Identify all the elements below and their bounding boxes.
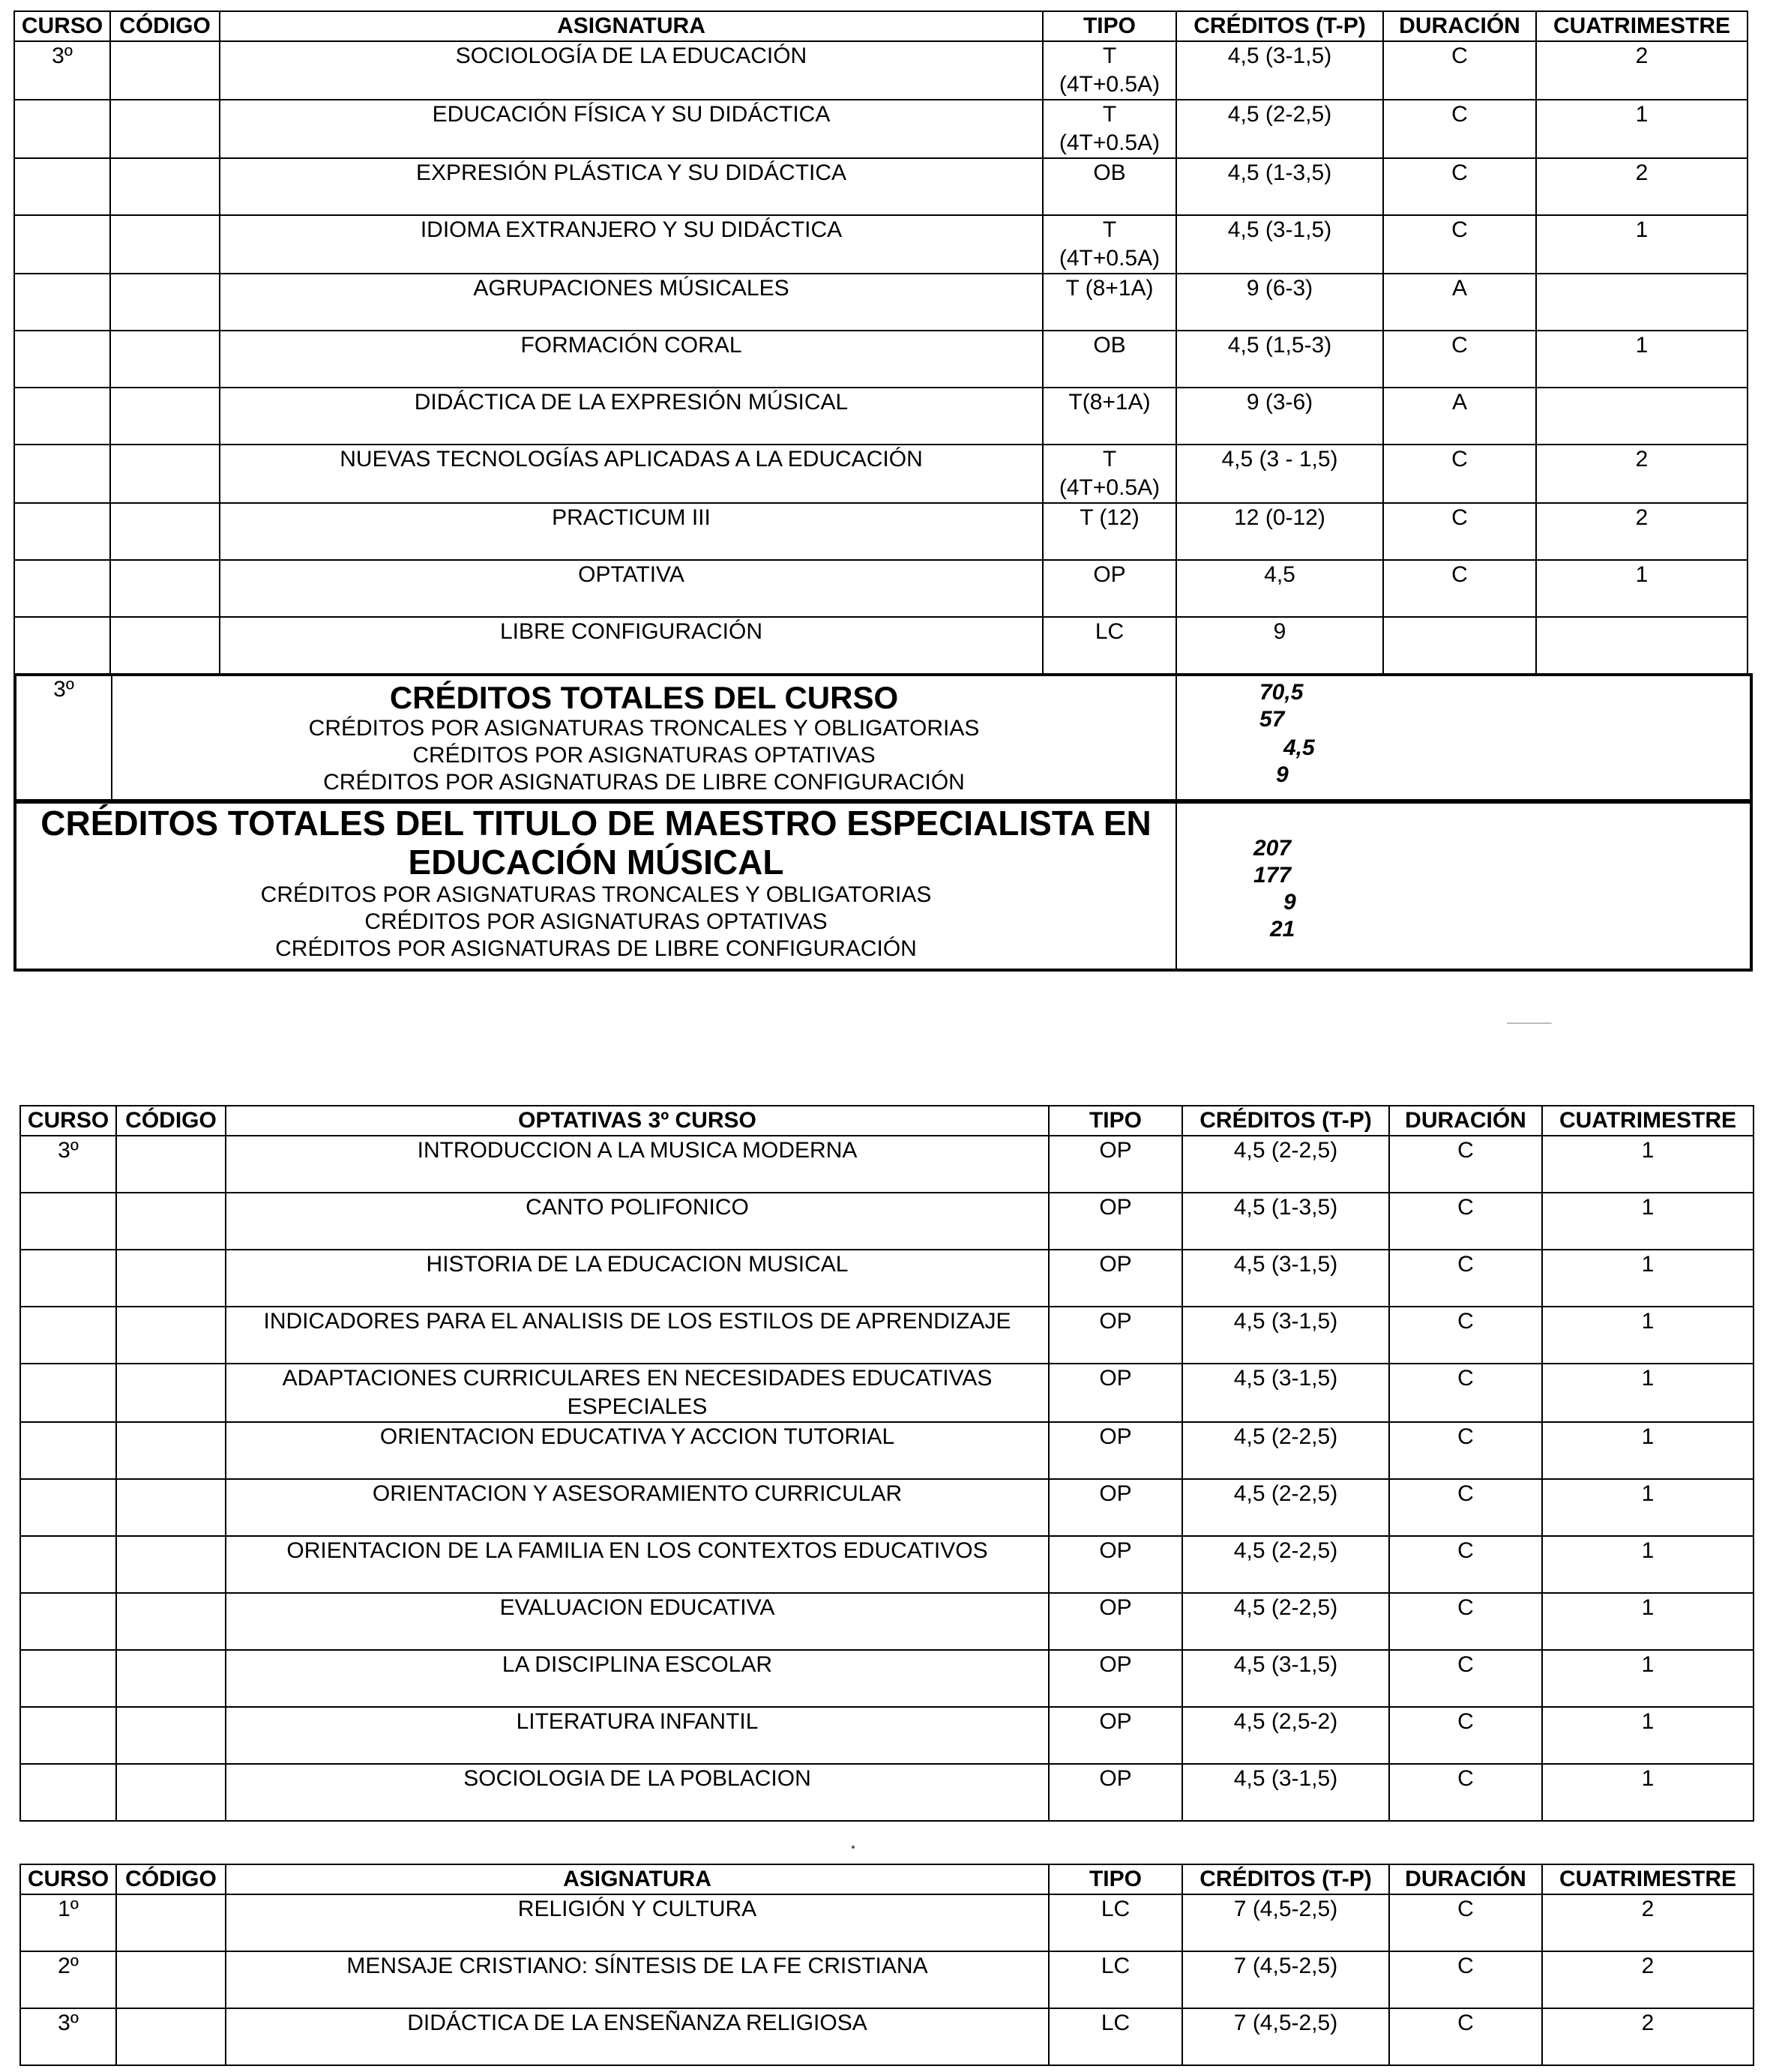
scan-speck <box>1507 1023 1552 1024</box>
cuatrimestre-cell: 2 <box>1536 445 1748 503</box>
creditos-cell: 9 (6-3) <box>1176 274 1383 331</box>
optativas-table <box>19 1105 1754 1822</box>
asignatura-cell: HISTORIA DE LA EDUCACION MUSICAL <box>226 1250 1049 1307</box>
curso-cell <box>14 560 110 617</box>
degree-libre-value: 21 <box>1270 917 1295 942</box>
cuatrimestre-cell: 1 <box>1542 1593 1754 1650</box>
codigo-cell <box>116 1707 226 1764</box>
curso-cell <box>20 1193 116 1250</box>
creditos-cell: 9 (3-6) <box>1176 388 1383 445</box>
duracion-cell: C <box>1383 100 1536 158</box>
asignatura-cell: SOCIOLOGÍA DE LA EDUCACIÓN <box>220 41 1043 100</box>
header-cuatrimestre: CUATRIMESTRE <box>1536 11 1748 41</box>
duracion-cell: C <box>1389 1894 1542 1951</box>
codigo-cell <box>116 1650 226 1707</box>
asignatura-cell: AGRUPACIONES MÚSICALES <box>220 274 1043 331</box>
tipo-cell: T (4T+0.5A) <box>1043 445 1176 503</box>
header-asignatura: ASIGNATURA <box>220 11 1043 41</box>
creditos-cell: 4,5 (1-3,5) <box>1176 158 1383 215</box>
codigo-cell <box>110 41 220 100</box>
table-row <box>20 1951 1754 2008</box>
curso-cell <box>20 1250 116 1307</box>
asignatura-cell: LITERATURA INFANTIL <box>226 1707 1049 1764</box>
creditos-cell: 4,5 (2,5-2) <box>1182 1707 1389 1764</box>
degree-total-value: 207 <box>1253 836 1292 861</box>
cuatrimestre-cell <box>1536 274 1748 331</box>
duracion-cell: C <box>1389 2008 1542 2065</box>
course-totals-labels <box>112 676 1177 801</box>
asignatura-cell: DIDÁCTICA DE LA EXPRESIÓN MÚSICAL <box>220 388 1043 445</box>
codigo-cell <box>116 1364 226 1422</box>
curso-cell <box>14 158 110 215</box>
creditos-cell: 4,5 (2-2,5) <box>1182 1422 1389 1479</box>
cuatrimestre-cell: 1 <box>1542 1193 1754 1250</box>
header-row <box>20 1106 1754 1136</box>
curso-cell <box>20 1764 116 1821</box>
creditos-cell: 4,5 (3-1,5) <box>1182 1650 1389 1707</box>
tipo-cell: T (12) <box>1043 503 1176 560</box>
tipo-cell: OP <box>1049 1650 1182 1707</box>
cuatrimestre-cell: 1 <box>1536 100 1748 158</box>
cuatrimestre-cell: 2 <box>1542 1951 1754 2008</box>
asignatura-cell: EXPRESIÓN PLÁSTICA Y SU DIDÁCTICA <box>220 158 1043 215</box>
codigo-cell <box>110 560 220 617</box>
header-duracion: DURACIÓN <box>1389 1864 1542 1894</box>
header-duracion: DURACIÓN <box>1383 11 1536 41</box>
tipo-cell: OP <box>1049 1364 1182 1422</box>
cuatrimestre-cell: 1 <box>1542 1422 1754 1479</box>
creditos-cell: 4,5 (3-1,5) <box>1182 1250 1389 1307</box>
asignatura-cell: EVALUACION EDUCATIVA <box>226 1593 1049 1650</box>
duracion-cell: C <box>1389 1707 1542 1764</box>
codigo-cell <box>116 1250 226 1307</box>
course-optativas-value: 4,5 <box>1283 735 1315 760</box>
table-row <box>20 1650 1754 1707</box>
table-row <box>20 1364 1754 1422</box>
tipo-cell: OB <box>1043 158 1176 215</box>
tipo-cell: OP <box>1049 1307 1182 1364</box>
table-body <box>20 1894 1754 2065</box>
codigo-cell <box>110 388 220 445</box>
creditos-cell: 7 (4,5-2,5) <box>1182 2008 1389 2065</box>
duracion-cell: C <box>1389 1364 1542 1422</box>
duracion-cell: C <box>1389 1479 1542 1536</box>
subjects-table <box>13 10 1748 675</box>
tipo-cell: OP <box>1049 1764 1182 1821</box>
table-row <box>14 617 1748 674</box>
header-row <box>14 11 1748 41</box>
tipo-cell: OP <box>1049 1593 1182 1650</box>
creditos-cell: 4,5 (3-1,5) <box>1176 41 1383 100</box>
asignatura-cell: LIBRE CONFIGURACIÓN <box>220 617 1043 674</box>
course-totals-line: CRÉDITOS POR ASIGNATURAS OPTATIVAS <box>412 743 876 768</box>
cuatrimestre-cell: 1 <box>1542 1136 1754 1193</box>
creditos-cell: 4,5 (3-1,5) <box>1182 1364 1389 1422</box>
table-row <box>14 331 1748 388</box>
table-row <box>20 1707 1754 1764</box>
header-cuatrimestre: CUATRIMESTRE <box>1542 1106 1754 1136</box>
scan-speck <box>852 1846 855 1849</box>
creditos-cell: 7 (4,5-2,5) <box>1182 1951 1389 2008</box>
course-totals-title: CRÉDITOS TOTALES DEL CURSO <box>389 680 899 715</box>
header-tipo: TIPO <box>1049 1864 1182 1894</box>
table-row <box>14 158 1748 215</box>
table-row <box>14 503 1748 560</box>
duracion-cell: C <box>1389 1536 1542 1593</box>
header-curso: CURSO <box>14 11 110 41</box>
asignatura-cell: SOCIOLOGIA DE LA POBLACION <box>226 1764 1049 1821</box>
asignatura-cell: ORIENTACION EDUCATIVA Y ACCION TUTORIAL <box>226 1422 1049 1479</box>
course-totals-box <box>13 673 1753 804</box>
codigo-cell <box>116 1479 226 1536</box>
table-row <box>14 215 1748 274</box>
curso-cell <box>14 388 110 445</box>
duracion-cell: C <box>1389 1250 1542 1307</box>
cuatrimestre-cell: 1 <box>1536 331 1748 388</box>
curso-cell <box>20 1650 116 1707</box>
tipo-cell: T (4T+0.5A) <box>1043 41 1176 100</box>
header-creditos: CRÉDITOS (T-P) <box>1182 1106 1389 1136</box>
codigo-cell <box>116 1193 226 1250</box>
asignatura-cell: IDIOMA EXTRANJERO Y SU DIDÁCTICA <box>220 215 1043 274</box>
curso-cell <box>14 274 110 331</box>
table-row <box>20 1593 1754 1650</box>
tipo-cell: T (4T+0.5A) <box>1043 100 1176 158</box>
codigo-cell <box>116 1136 226 1193</box>
tipo-cell: T (4T+0.5A) <box>1043 215 1176 274</box>
cuatrimestre-cell: 1 <box>1536 560 1748 617</box>
creditos-cell: 4,5 (2-2,5) <box>1182 1593 1389 1650</box>
cuatrimestre-cell: 1 <box>1542 1707 1754 1764</box>
curso-cell <box>20 1364 116 1422</box>
header-duracion: DURACIÓN <box>1389 1106 1542 1136</box>
cuatrimestre-cell: 2 <box>1542 2008 1754 2065</box>
creditos-cell: 4,5 (2-2,5) <box>1176 100 1383 158</box>
creditos-cell: 4,5 (1-3,5) <box>1182 1193 1389 1250</box>
degree-totals-line: CRÉDITOS POR ASIGNATURAS OPTATIVAS <box>364 909 828 934</box>
codigo-cell <box>116 1894 226 1951</box>
duracion-cell: C <box>1383 158 1536 215</box>
asignatura-cell: ORIENTACION Y ASESORAMIENTO CURRICULAR <box>226 1479 1049 1536</box>
curso-cell <box>14 445 110 503</box>
asignatura-cell: INDICADORES PARA EL ANALISIS DE LOS ESTILOS DE APRENDIZAJE <box>226 1307 1049 1364</box>
duracion-cell: C <box>1389 1307 1542 1364</box>
codigo-cell <box>116 2008 226 2065</box>
creditos-cell: 12 (0-12) <box>1176 503 1383 560</box>
tipo-cell: OP <box>1043 560 1176 617</box>
tipo-cell: T(8+1A) <box>1043 388 1176 445</box>
tipo-cell: OP <box>1049 1707 1182 1764</box>
table-row <box>14 100 1748 158</box>
curso-cell <box>20 1422 116 1479</box>
cuatrimestre-cell: 1 <box>1542 1250 1754 1307</box>
header-tipo: TIPO <box>1043 11 1176 41</box>
asignatura-cell: RELIGIÓN Y CULTURA <box>226 1894 1049 1951</box>
libre-configuracion-table <box>19 1864 1754 2066</box>
curso-cell <box>20 1536 116 1593</box>
tipo-cell: OP <box>1049 1193 1182 1250</box>
duracion-cell: C <box>1383 215 1536 274</box>
duracion-cell: A <box>1383 388 1536 445</box>
table-row <box>20 1136 1754 1193</box>
cuatrimestre-cell <box>1536 388 1748 445</box>
tipo-cell: T (8+1A) <box>1043 274 1176 331</box>
asignatura-cell: ADAPTACIONES CURRICULARES EN NECESIDADES EDUCATIVAS ESPECIALES <box>226 1364 1049 1422</box>
table-row <box>14 560 1748 617</box>
degree-optativas-value: 9 <box>1283 890 1296 915</box>
header-curso: CURSO <box>20 1106 116 1136</box>
creditos-cell: 4,5 (3-1,5) <box>1182 1307 1389 1364</box>
curso-cell <box>14 100 110 158</box>
curso-cell <box>20 1593 116 1650</box>
course-troncales-value: 57 <box>1259 707 1285 732</box>
curso-cell <box>20 1479 116 1536</box>
table-body <box>14 41 1748 674</box>
creditos-cell: 4,5 (2-2,5) <box>1182 1479 1389 1536</box>
degree-totals-title-2: EDUCACIÓN MÚSICAL <box>408 843 784 882</box>
degree-troncales-value: 177 <box>1253 863 1292 888</box>
asignatura-cell: CANTO POLIFONICO <box>226 1193 1049 1250</box>
header-creditos: CRÉDITOS (T-P) <box>1182 1864 1389 1894</box>
table-row <box>14 445 1748 503</box>
header-tipo: TIPO <box>1049 1106 1182 1136</box>
duracion-cell: A <box>1383 274 1536 331</box>
tipo-cell: OP <box>1049 1250 1182 1307</box>
curso-cell <box>20 1307 116 1364</box>
table-row <box>14 41 1748 100</box>
header-codigo: CÓDIGO <box>116 1106 226 1136</box>
header-asignatura: ASIGNATURA <box>226 1864 1049 1894</box>
table-row <box>20 1536 1754 1593</box>
duracion-cell: C <box>1389 1136 1542 1193</box>
table-row <box>20 2008 1754 2065</box>
curso-cell <box>20 1707 116 1764</box>
duracion-cell: C <box>1383 560 1536 617</box>
course-totals-line: CRÉDITOS POR ASIGNATURAS TRONCALES Y OBLIGATORIAS <box>308 716 980 741</box>
header-creditos: CRÉDITOS (T-P) <box>1176 11 1383 41</box>
cuatrimestre-cell: 1 <box>1542 1536 1754 1593</box>
asignatura-cell: NUEVAS TECNOLOGÍAS APLICADAS A LA EDUCACIÓN <box>220 445 1043 503</box>
asignatura-cell: OPTATIVA <box>220 560 1043 617</box>
codigo-cell <box>116 1307 226 1364</box>
codigo-cell <box>116 1951 226 2008</box>
asignatura-cell: EDUCACIÓN FÍSICA Y SU DIDÁCTICA <box>220 100 1043 158</box>
codigo-cell <box>110 331 220 388</box>
table-row <box>14 388 1748 445</box>
curso-cell <box>14 503 110 560</box>
cuatrimestre-cell: 1 <box>1542 1764 1754 1821</box>
header-row <box>20 1864 1754 1894</box>
curso-cell: 2º <box>20 1951 116 2008</box>
codigo-cell <box>110 503 220 560</box>
asignatura-cell: PRACTICUM III <box>220 503 1043 560</box>
degree-totals-title: CRÉDITOS TOTALES DEL TITULO DE MAESTRO ESPECIALISTA EN <box>40 804 1152 843</box>
codigo-cell <box>116 1593 226 1650</box>
table-row <box>14 274 1748 331</box>
tipo-cell: LC <box>1049 2008 1182 2065</box>
codigo-cell <box>116 1764 226 1821</box>
degree-totals-line: CRÉDITOS POR ASIGNATURAS DE LIBRE CONFIGURACIÓN <box>275 936 917 961</box>
table-row <box>20 1193 1754 1250</box>
tipo-cell: OP <box>1049 1536 1182 1593</box>
header-asignatura: OPTATIVAS 3º CURSO <box>226 1106 1049 1136</box>
cuatrimestre-cell: 2 <box>1536 41 1748 100</box>
asignatura-cell: FORMACIÓN CORAL <box>220 331 1043 388</box>
curso-cell <box>14 617 110 674</box>
course-libre-value: 9 <box>1276 762 1289 787</box>
codigo-cell <box>110 617 220 674</box>
creditos-cell: 9 <box>1176 617 1383 674</box>
duracion-cell: C <box>1383 503 1536 560</box>
cuatrimestre-cell: 2 <box>1542 1894 1754 1951</box>
duracion-cell: C <box>1389 1650 1542 1707</box>
curso-cell: 1º <box>20 1894 116 1951</box>
creditos-cell: 7 (4,5-2,5) <box>1182 1894 1389 1951</box>
creditos-cell: 4,5 <box>1176 560 1383 617</box>
cuatrimestre-cell: 1 <box>1536 215 1748 274</box>
creditos-cell: 4,5 (3 - 1,5) <box>1176 445 1383 503</box>
course-totals-curso: 3º <box>16 676 112 801</box>
codigo-cell <box>110 215 220 274</box>
tipo-cell: OP <box>1049 1479 1182 1536</box>
codigo-cell <box>116 1536 226 1593</box>
header-cuatrimestre: CUATRIMESTRE <box>1542 1864 1754 1894</box>
degree-totals-line: CRÉDITOS POR ASIGNATURAS TRONCALES Y OBLIGATORIAS <box>260 882 932 907</box>
creditos-cell: 4,5 (3-1,5) <box>1176 215 1383 274</box>
tipo-cell: LC <box>1049 1951 1182 2008</box>
tipo-cell: OB <box>1043 331 1176 388</box>
creditos-cell: 4,5 (2-2,5) <box>1182 1136 1389 1193</box>
duracion-cell: C <box>1389 1764 1542 1821</box>
creditos-cell: 4,5 (2-2,5) <box>1182 1536 1389 1593</box>
codigo-cell <box>116 1422 226 1479</box>
codigo-cell <box>110 158 220 215</box>
asignatura-cell: INTRODUCCION A LA MUSICA MODERNA <box>226 1136 1049 1193</box>
table-body <box>20 1136 1754 1821</box>
tipo-cell: OP <box>1049 1136 1182 1193</box>
table-row <box>20 1307 1754 1364</box>
creditos-cell: 4,5 (3-1,5) <box>1182 1764 1389 1821</box>
codigo-cell <box>110 274 220 331</box>
cuatrimestre-cell: 1 <box>1542 1479 1754 1536</box>
degree-totals-labels <box>16 802 1177 969</box>
cuatrimestre-cell <box>1536 617 1748 674</box>
table-row <box>20 1422 1754 1479</box>
header-codigo: CÓDIGO <box>116 1864 226 1894</box>
duracion-cell: C <box>1389 1422 1542 1479</box>
duracion-cell <box>1383 617 1536 674</box>
course-totals-line: CRÉDITOS POR ASIGNATURAS DE LIBRE CONFIGURACIÓN <box>323 770 965 795</box>
duracion-cell: C <box>1389 1193 1542 1250</box>
cuatrimestre-cell: 1 <box>1542 1364 1754 1422</box>
duracion-cell: C <box>1383 331 1536 388</box>
cuatrimestre-cell: 1 <box>1542 1650 1754 1707</box>
cuatrimestre-cell: 2 <box>1536 503 1748 560</box>
tipo-cell: LC <box>1049 1894 1182 1951</box>
table-row <box>20 1764 1754 1821</box>
creditos-cell: 4,5 (1,5-3) <box>1176 331 1383 388</box>
table-row <box>20 1479 1754 1536</box>
asignatura-cell: ORIENTACION DE LA FAMILIA EN LOS CONTEXTOS EDUCATIVOS <box>226 1536 1049 1593</box>
table-row <box>20 1894 1754 1951</box>
cuatrimestre-cell: 1 <box>1542 1307 1754 1364</box>
table-row <box>20 1250 1754 1307</box>
duracion-cell: C <box>1389 1951 1542 2008</box>
asignatura-cell: LA DISCIPLINA ESCOLAR <box>226 1650 1049 1707</box>
curso-cell <box>14 331 110 388</box>
cuatrimestre-cell: 2 <box>1536 158 1748 215</box>
course-total-value: 70,5 <box>1259 680 1304 705</box>
tipo-cell: OP <box>1049 1422 1182 1479</box>
asignatura-cell: MENSAJE CRISTIANO: SÍNTESIS DE LA FE CRISTIANA <box>226 1951 1049 2008</box>
duracion-cell: C <box>1383 445 1536 503</box>
curso-cell: 3º <box>20 2008 116 2065</box>
degree-totals-box <box>13 799 1753 972</box>
tipo-cell: LC <box>1043 617 1176 674</box>
header-curso: CURSO <box>20 1864 116 1894</box>
curso-cell <box>14 215 110 274</box>
curso-cell: 3º <box>14 41 110 100</box>
codigo-cell <box>110 100 220 158</box>
duracion-cell: C <box>1383 41 1536 100</box>
duracion-cell: C <box>1389 1593 1542 1650</box>
curso-cell: 3º <box>20 1136 116 1193</box>
asignatura-cell: DIDÁCTICA DE LA ENSEÑANZA RELIGIOSA <box>226 2008 1049 2065</box>
codigo-cell <box>110 445 220 503</box>
header-codigo: CÓDIGO <box>110 11 220 41</box>
